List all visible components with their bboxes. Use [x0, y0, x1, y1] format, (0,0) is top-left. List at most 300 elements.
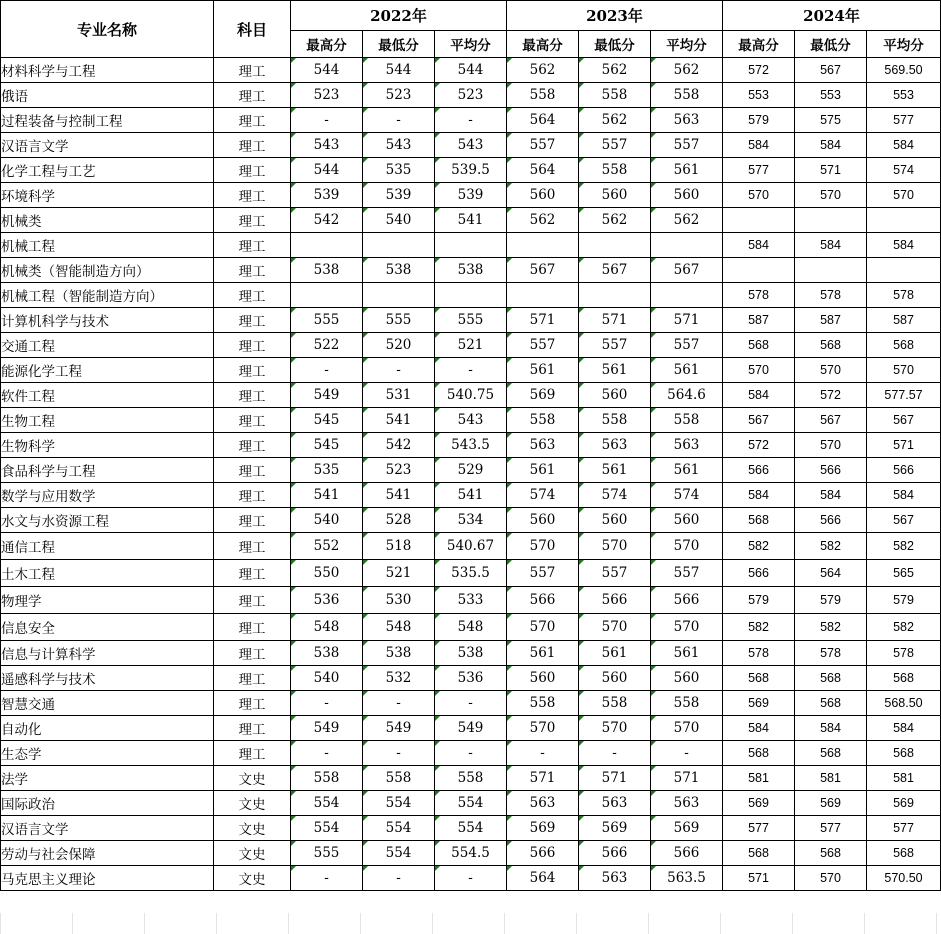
major-name-cell: 计算机科学与技术 [1, 308, 214, 333]
subject-cell: 理工 [214, 283, 291, 308]
table-row [1, 83, 941, 108]
year-header-2023: 2023年 [507, 1, 723, 31]
subject-cell: 理工 [214, 308, 291, 333]
subject-cell: 理工 [214, 560, 291, 587]
max-score-cell-2022: 558 [291, 766, 363, 791]
subject-cell: 理工 [214, 741, 291, 766]
table-row [1, 183, 941, 208]
max-score-header: 最高分 [723, 31, 795, 58]
subject-cell: 理工 [214, 358, 291, 383]
max-score-cell-2022: 555 [291, 308, 363, 333]
max-score-cell-2022: 554 [291, 816, 363, 841]
avg-score-cell-2023: 566 [651, 587, 723, 614]
subject-cell: 理工 [214, 383, 291, 408]
min-score-cell-2023: 561 [579, 641, 651, 666]
table-row [1, 108, 941, 133]
avg-score-cell-2023: 563 [651, 108, 723, 133]
min-score-cell-2022: 558 [363, 766, 435, 791]
avg-score-cell-2024: 570 [867, 358, 941, 383]
major-name-cell: 法学 [1, 766, 214, 791]
avg-score-header: 平均分 [867, 31, 941, 58]
avg-score-cell-2022: 536 [435, 666, 507, 691]
avg-score-cell-2023 [651, 283, 723, 308]
max-score-cell-2024: 577 [723, 816, 795, 841]
max-score-cell-2023: 558 [507, 83, 579, 108]
min-score-cell-2024: 587 [795, 308, 867, 333]
min-score-cell-2022: 543 [363, 133, 435, 158]
max-score-cell-2022: - [291, 866, 363, 891]
avg-score-cell-2022: 544 [435, 58, 507, 83]
max-score-header: 最高分 [291, 31, 363, 58]
min-score-cell-2022: 554 [363, 791, 435, 816]
min-score-cell-2024: 584 [795, 483, 867, 508]
min-score-cell-2023: 558 [579, 408, 651, 433]
major-name-cell: 机械类（智能制造方向） [1, 258, 214, 283]
max-score-cell-2022: 538 [291, 258, 363, 283]
max-score-cell-2024: 568 [723, 666, 795, 691]
table-row [1, 508, 941, 533]
min-score-cell-2023: 570 [579, 614, 651, 641]
min-score-cell-2024: 553 [795, 83, 867, 108]
min-score-cell-2024: 568 [795, 841, 867, 866]
max-score-cell-2022: 535 [291, 458, 363, 483]
max-score-cell-2023: 561 [507, 358, 579, 383]
min-score-cell-2024: 570 [795, 433, 867, 458]
min-score-cell-2023: 563 [579, 866, 651, 891]
max-score-cell-2024: 581 [723, 766, 795, 791]
min-score-cell-2024: 566 [795, 458, 867, 483]
avg-score-cell-2023: 560 [651, 508, 723, 533]
header-row-years [1, 1, 941, 31]
min-score-cell-2024: 579 [795, 587, 867, 614]
major-name-cell: 交通工程 [1, 333, 214, 358]
max-score-cell-2023: 562 [507, 208, 579, 233]
avg-score-cell-2024: 578 [867, 283, 941, 308]
major-name-cell: 材料科学与工程 [1, 58, 214, 83]
subject-header: 科目 [214, 1, 291, 58]
max-score-cell-2023: 567 [507, 258, 579, 283]
avg-score-cell-2024: 577 [867, 816, 941, 841]
min-score-cell-2023 [579, 233, 651, 258]
min-score-cell-2023: 560 [579, 508, 651, 533]
min-score-cell-2022: 538 [363, 641, 435, 666]
table-row [1, 691, 941, 716]
max-score-cell-2024: 568 [723, 333, 795, 358]
max-score-cell-2024: 571 [723, 866, 795, 891]
max-score-cell-2022: 542 [291, 208, 363, 233]
avg-score-cell-2023: - [651, 741, 723, 766]
min-score-cell-2023: 558 [579, 83, 651, 108]
min-score-cell-2024: 567 [795, 408, 867, 433]
min-score-cell-2024: 564 [795, 560, 867, 587]
subject-cell: 理工 [214, 208, 291, 233]
min-score-cell-2022: 532 [363, 666, 435, 691]
min-score-header: 最低分 [795, 31, 867, 58]
table-row [1, 233, 941, 258]
max-score-cell-2024: 568 [723, 508, 795, 533]
max-score-cell-2022: - [291, 741, 363, 766]
min-score-header: 最低分 [579, 31, 651, 58]
major-name-cell: 机械工程 [1, 233, 214, 258]
avg-score-cell-2022: 540.75 [435, 383, 507, 408]
max-score-cell-2022 [291, 283, 363, 308]
min-score-cell-2022: 535 [363, 158, 435, 183]
major-name-cell: 生物工程 [1, 408, 214, 433]
avg-score-cell-2022: 555 [435, 308, 507, 333]
avg-score-cell-2024: 579 [867, 587, 941, 614]
subject-cell: 理工 [214, 233, 291, 258]
table-row [1, 766, 941, 791]
table-row [1, 791, 941, 816]
avg-score-cell-2023: 564.6 [651, 383, 723, 408]
avg-score-cell-2024: 584 [867, 716, 941, 741]
min-score-cell-2023: 558 [579, 158, 651, 183]
table-row [1, 58, 941, 83]
max-score-cell-2022: 548 [291, 614, 363, 641]
min-score-cell-2023: 566 [579, 841, 651, 866]
avg-score-cell-2023: 574 [651, 483, 723, 508]
avg-score-cell-2023: 570 [651, 614, 723, 641]
table-row [1, 741, 941, 766]
subject-cell: 理工 [214, 133, 291, 158]
max-score-cell-2022: 522 [291, 333, 363, 358]
max-score-cell-2022: - [291, 358, 363, 383]
major-name-cell: 化学工程与工艺 [1, 158, 214, 183]
min-score-cell-2022: 539 [363, 183, 435, 208]
avg-score-cell-2023: 562 [651, 58, 723, 83]
max-score-cell-2024: 584 [723, 233, 795, 258]
max-score-cell-2023: 571 [507, 766, 579, 791]
min-score-cell-2024: 570 [795, 358, 867, 383]
table-row [1, 358, 941, 383]
min-score-cell-2023: 570 [579, 716, 651, 741]
max-score-cell-2024: 578 [723, 283, 795, 308]
avg-score-cell-2023 [651, 233, 723, 258]
max-score-cell-2023: 566 [507, 841, 579, 866]
min-score-cell-2024: 568 [795, 333, 867, 358]
min-score-cell-2023: 567 [579, 258, 651, 283]
max-score-header: 最高分 [507, 31, 579, 58]
max-score-cell-2023: - [507, 741, 579, 766]
min-score-cell-2022: 538 [363, 258, 435, 283]
avg-score-cell-2024: 565 [867, 560, 941, 587]
avg-score-cell-2024: 570.50 [867, 866, 941, 891]
avg-score-cell-2024 [867, 208, 941, 233]
subject-cell: 理工 [214, 333, 291, 358]
year-header-2024: 2024年 [723, 1, 941, 31]
min-score-cell-2023: 557 [579, 560, 651, 587]
min-score-cell-2024: 569 [795, 791, 867, 816]
avg-score-cell-2024 [867, 258, 941, 283]
major-name-cell: 生态学 [1, 741, 214, 766]
avg-score-cell-2024: 568.50 [867, 691, 941, 716]
avg-score-cell-2024: 567 [867, 408, 941, 433]
max-score-cell-2022: 536 [291, 587, 363, 614]
min-score-cell-2024: 568 [795, 691, 867, 716]
avg-score-cell-2022: 534 [435, 508, 507, 533]
avg-score-cell-2022: 554 [435, 791, 507, 816]
max-score-cell-2023: 557 [507, 560, 579, 587]
avg-score-cell-2022: 538 [435, 641, 507, 666]
max-score-cell-2024: 578 [723, 641, 795, 666]
max-score-cell-2023: 563 [507, 433, 579, 458]
min-score-cell-2022: 542 [363, 433, 435, 458]
max-score-cell-2023: 557 [507, 333, 579, 358]
max-score-cell-2022: 523 [291, 83, 363, 108]
subject-cell: 理工 [214, 58, 291, 83]
avg-score-cell-2022: 540.67 [435, 533, 507, 560]
table-row [1, 483, 941, 508]
year-header-2022: 2022年 [291, 1, 507, 31]
avg-score-cell-2023: 561 [651, 641, 723, 666]
min-score-cell-2022: 523 [363, 83, 435, 108]
min-score-cell-2022: 530 [363, 587, 435, 614]
min-score-cell-2022: - [363, 741, 435, 766]
major-name-cell: 过程装备与控制工程 [1, 108, 214, 133]
major-header: 专业名称 [1, 1, 214, 58]
min-score-cell-2023: 560 [579, 383, 651, 408]
avg-score-cell-2023: 560 [651, 183, 723, 208]
avg-score-cell-2023: 569 [651, 816, 723, 841]
avg-score-cell-2024: 568 [867, 333, 941, 358]
max-score-cell-2024: 570 [723, 358, 795, 383]
avg-score-cell-2022: - [435, 358, 507, 383]
max-score-cell-2023: 569 [507, 383, 579, 408]
max-score-cell-2024: 584 [723, 133, 795, 158]
max-score-cell-2023: 558 [507, 691, 579, 716]
min-score-cell-2023: 563 [579, 433, 651, 458]
min-score-cell-2022: 541 [363, 483, 435, 508]
major-name-cell: 俄语 [1, 83, 214, 108]
max-score-cell-2023: 570 [507, 716, 579, 741]
min-score-cell-2023: 569 [579, 816, 651, 841]
max-score-cell-2024: 579 [723, 587, 795, 614]
min-score-cell-2024: 572 [795, 383, 867, 408]
max-score-cell-2022: 545 [291, 408, 363, 433]
table-body [1, 58, 941, 891]
min-score-cell-2023: 563 [579, 791, 651, 816]
max-score-cell-2022: 555 [291, 841, 363, 866]
avg-score-cell-2024: 567 [867, 508, 941, 533]
min-score-cell-2024: 584 [795, 716, 867, 741]
subject-cell: 理工 [214, 158, 291, 183]
max-score-cell-2022: - [291, 691, 363, 716]
avg-score-cell-2023: 567 [651, 258, 723, 283]
avg-score-cell-2022: - [435, 866, 507, 891]
table-row [1, 133, 941, 158]
avg-score-cell-2023: 558 [651, 408, 723, 433]
table-row [1, 333, 941, 358]
min-score-cell-2024: 571 [795, 158, 867, 183]
max-score-cell-2022: 549 [291, 383, 363, 408]
avg-score-cell-2022: - [435, 108, 507, 133]
avg-score-cell-2022: 549 [435, 716, 507, 741]
max-score-cell-2024: 577 [723, 158, 795, 183]
min-score-cell-2022: 548 [363, 614, 435, 641]
avg-score-cell-2023: 557 [651, 560, 723, 587]
min-score-cell-2022: 554 [363, 816, 435, 841]
max-score-cell-2023: 569 [507, 816, 579, 841]
subject-cell: 理工 [214, 666, 291, 691]
subject-cell: 理工 [214, 508, 291, 533]
avg-score-cell-2024: 566 [867, 458, 941, 483]
min-score-cell-2022: - [363, 358, 435, 383]
max-score-cell-2022: 550 [291, 560, 363, 587]
min-score-cell-2024: 584 [795, 133, 867, 158]
max-score-cell-2022: 544 [291, 158, 363, 183]
max-score-cell-2023: 557 [507, 133, 579, 158]
min-score-cell-2024: 584 [795, 233, 867, 258]
max-score-cell-2024: 570 [723, 183, 795, 208]
avg-score-cell-2022: 538 [435, 258, 507, 283]
avg-score-cell-2022: 529 [435, 458, 507, 483]
max-score-cell-2022: 554 [291, 791, 363, 816]
table-row [1, 841, 941, 866]
table-row [1, 666, 941, 691]
min-score-cell-2024: 582 [795, 614, 867, 641]
avg-score-cell-2024: 582 [867, 614, 941, 641]
major-name-cell: 信息与计算科学 [1, 641, 214, 666]
max-score-cell-2022: 539 [291, 183, 363, 208]
min-score-header: 最低分 [363, 31, 435, 58]
min-score-cell-2022: 544 [363, 58, 435, 83]
min-score-cell-2022 [363, 233, 435, 258]
avg-score-cell-2023: 558 [651, 691, 723, 716]
min-score-cell-2022: 555 [363, 308, 435, 333]
avg-score-cell-2024: 587 [867, 308, 941, 333]
subject-cell: 理工 [214, 108, 291, 133]
subject-cell: 文史 [214, 791, 291, 816]
avg-score-cell-2023: 558 [651, 83, 723, 108]
avg-score-cell-2022: 543.5 [435, 433, 507, 458]
max-score-cell-2023: 561 [507, 458, 579, 483]
max-score-cell-2024: 582 [723, 614, 795, 641]
major-name-cell: 数学与应用数学 [1, 483, 214, 508]
avg-score-cell-2022: 541 [435, 483, 507, 508]
max-score-cell-2023: 561 [507, 641, 579, 666]
avg-score-cell-2024: 577.57 [867, 383, 941, 408]
subject-cell: 理工 [214, 458, 291, 483]
min-score-cell-2022: 518 [363, 533, 435, 560]
table-row [1, 208, 941, 233]
subject-cell: 理工 [214, 614, 291, 641]
major-name-cell: 能源化学工程 [1, 358, 214, 383]
avg-score-cell-2023: 557 [651, 333, 723, 358]
avg-score-cell-2024: 568 [867, 666, 941, 691]
max-score-cell-2023: 562 [507, 58, 579, 83]
avg-score-cell-2023: 560 [651, 666, 723, 691]
avg-score-cell-2024: 577 [867, 108, 941, 133]
min-score-cell-2023: 562 [579, 58, 651, 83]
avg-score-cell-2024: 553 [867, 83, 941, 108]
min-score-cell-2024: 578 [795, 283, 867, 308]
major-name-cell: 遥感科学与技术 [1, 666, 214, 691]
major-name-cell: 劳动与社会保障 [1, 841, 214, 866]
max-score-cell-2024: 584 [723, 483, 795, 508]
min-score-cell-2023: 571 [579, 308, 651, 333]
min-score-cell-2023: 557 [579, 133, 651, 158]
avg-score-cell-2022: 554 [435, 816, 507, 841]
table-row [1, 816, 941, 841]
table-row [1, 866, 941, 891]
avg-score-cell-2022: 523 [435, 83, 507, 108]
min-score-cell-2024: 575 [795, 108, 867, 133]
min-score-cell-2022: 520 [363, 333, 435, 358]
avg-score-cell-2023: 571 [651, 308, 723, 333]
subject-cell: 文史 [214, 816, 291, 841]
avg-score-cell-2024: 584 [867, 483, 941, 508]
avg-score-cell-2022: - [435, 741, 507, 766]
max-score-cell-2022: 545 [291, 433, 363, 458]
table-row [1, 433, 941, 458]
max-score-cell-2023: 560 [507, 666, 579, 691]
avg-score-cell-2022: - [435, 691, 507, 716]
avg-score-cell-2022: 521 [435, 333, 507, 358]
subject-cell: 理工 [214, 691, 291, 716]
subject-cell: 理工 [214, 433, 291, 458]
avg-score-cell-2022 [435, 283, 507, 308]
min-score-cell-2023: 570 [579, 533, 651, 560]
avg-score-cell-2022: 543 [435, 408, 507, 433]
major-name-cell: 通信工程 [1, 533, 214, 560]
min-score-cell-2023: 560 [579, 183, 651, 208]
subject-cell: 文史 [214, 841, 291, 866]
avg-score-cell-2023: 563 [651, 791, 723, 816]
avg-score-cell-2022 [435, 233, 507, 258]
max-score-cell-2024: 553 [723, 83, 795, 108]
avg-score-cell-2024: 584 [867, 133, 941, 158]
max-score-cell-2024: 567 [723, 408, 795, 433]
max-score-cell-2023: 564 [507, 108, 579, 133]
max-score-cell-2023: 558 [507, 408, 579, 433]
subject-cell: 理工 [214, 408, 291, 433]
avg-score-cell-2023: 557 [651, 133, 723, 158]
min-score-cell-2024: 568 [795, 666, 867, 691]
table-row [1, 587, 941, 614]
max-score-cell-2023: 574 [507, 483, 579, 508]
avg-score-cell-2022: 539 [435, 183, 507, 208]
table-row [1, 158, 941, 183]
major-name-cell: 汉语言文学 [1, 816, 214, 841]
avg-score-cell-2022: 543 [435, 133, 507, 158]
max-score-cell-2024: 566 [723, 458, 795, 483]
table-row [1, 641, 941, 666]
table-row [1, 533, 941, 560]
max-score-cell-2023: 564 [507, 158, 579, 183]
avg-score-header: 平均分 [435, 31, 507, 58]
avg-score-cell-2023: 563.5 [651, 866, 723, 891]
max-score-cell-2024: 568 [723, 741, 795, 766]
table-row [1, 283, 941, 308]
avg-score-cell-2024: 571 [867, 433, 941, 458]
avg-score-cell-2022: 554.5 [435, 841, 507, 866]
avg-score-cell-2023: 562 [651, 208, 723, 233]
avg-score-cell-2022: 533 [435, 587, 507, 614]
subject-cell: 理工 [214, 483, 291, 508]
subject-cell: 理工 [214, 258, 291, 283]
subject-cell: 理工 [214, 641, 291, 666]
major-name-cell: 环境科学 [1, 183, 214, 208]
min-score-cell-2024 [795, 258, 867, 283]
min-score-cell-2022: 523 [363, 458, 435, 483]
major-name-cell: 马克思主义理论 [1, 866, 214, 891]
avg-score-cell-2024: 568 [867, 741, 941, 766]
avg-score-cell-2022: 541 [435, 208, 507, 233]
major-name-cell: 软件工程 [1, 383, 214, 408]
min-score-cell-2022: - [363, 866, 435, 891]
max-score-cell-2022: 540 [291, 508, 363, 533]
major-name-cell: 机械类 [1, 208, 214, 233]
